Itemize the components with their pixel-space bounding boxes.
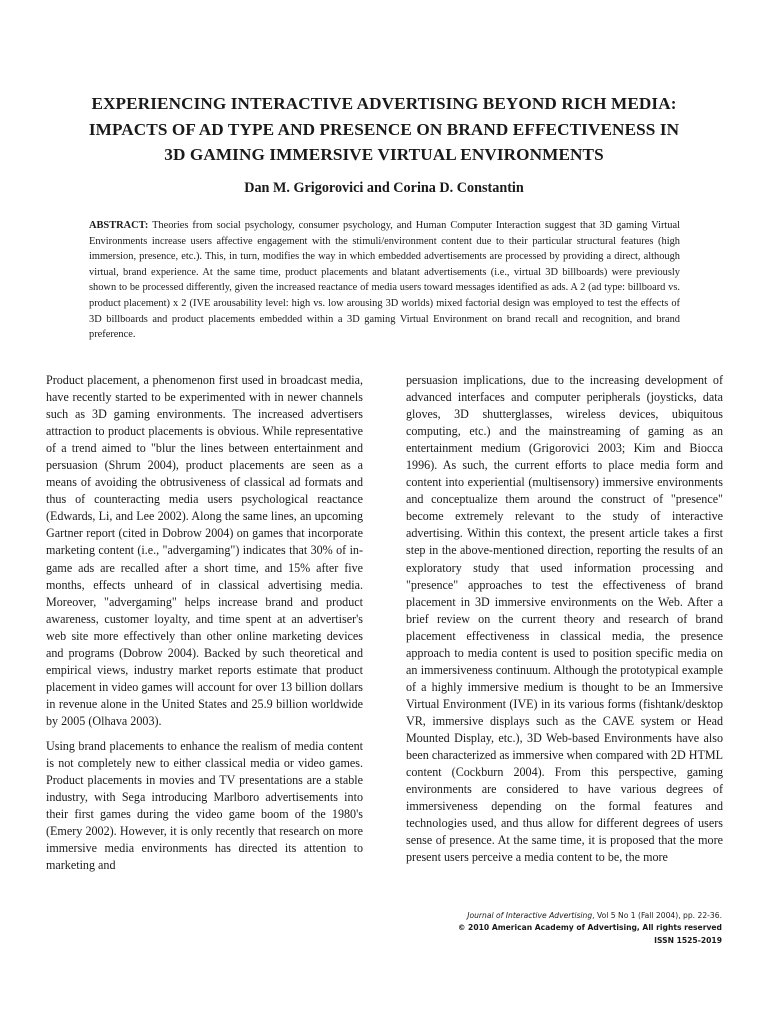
body-paragraph: Using brand placements to enhance the realism of media content is not completely new to either classical media or video games. Product placements in movies and TV presentations are a stable industry, with Sega introducing Marlboro advertisements into their first games during the video game boom of the 1980's (Emery 2002). However, it is only recently that research on more immersive media environments has directed its attention to marketing and bbox=[46, 738, 363, 873]
right-column bbox=[406, 372, 723, 874]
paper-title bbox=[60, 91, 708, 168]
abstract-label: ABSTRACT: bbox=[89, 220, 149, 231]
title-line-1: EXPERIENCING INTERACTIVE ADVERTISING BEYOND RICH MEDIA: bbox=[91, 94, 677, 113]
journal-footer bbox=[458, 910, 722, 947]
body-paragraph: Product placement, a phenomenon first used in broadcast media, have recently started to be experimented with in newer channels such as 3D gaming environments. The increased advertisers attraction to product placements is obvious. While representative of a trend aimed to "blur the lines between entertainment and persuasion (Shrum 2004), product placements are seen as a means of avoiding the obtrusiveness of classical ad formats and thus of counteracting media users psychological reactance (Edwards, Li, and Lee 2002). Along the same lines, an upcoming Gartner report (cited in Dobrow 2004) on games that incorporate marketing content (i.e., "advergaming") indicates that 30% of in-game ads are recalled after a short time, and 15% after five months, effects unheard of in classical advertising media. Moreover, "advergaming" helps increase brand and product awareness, customer loyalty, and time spent at an advertiser's web site more effectively than other online marketing devices and programs (Dobrow 2004). Backed by such theoretical and empirical views, industry market reports estimate that product placement in video games will account for over 13 billion dollars in revenue alone in the United States and 25.9 billion worldwide by 2005 (Olhava 2003). bbox=[46, 373, 363, 728]
journal-name: Journal of Interactive Advertising bbox=[467, 911, 593, 920]
title-line-3: 3D GAMING IMMERSIVE VIRTUAL ENVIRONMENTS bbox=[164, 145, 604, 164]
author-names: Dan M. Grigorovici and Corina D. Constantin bbox=[244, 180, 524, 196]
journal-citation: , Vol 5 No 1 (Fall 2004), pp. 22-36. bbox=[592, 911, 722, 920]
abstract-text: Theories from social psychology, consumer psychology, and Human Computer Interaction suggest that 3D gaming Virtual Environments increase users affective engagement with the stimuli/environment content due to their particular structural features (high immersion, presence, etc.). This, in turn, modifies the way in which embedded advertisements are processed by providing a direct, although virtual, brand experience. At the same time, product placements and blatant advertisements (i.e., virtual 3D billboards) were previously shown to be processed differently, given the increased reactance of media users toward messages identified as ads. A 2 (ad type: billboard vs. product placement) x 2 (IVE arousability level: high vs. low arousing 3D worlds) mixed factorial design was employed to test the effects of 3D billboards and product placements embedded within a 3D gaming Virtual Environment on brand recall and recognition, and brand preference. bbox=[89, 220, 680, 341]
body-paragraph: persuasion implications, due to the increasing development of advanced interfaces and computer peripherals (joysticks, data gloves, 3D shutterglasses, wireless devices, ubiquitous computing, etc.) and the mainstreaming of gaming as an entertainment medium (Grigorovici 2003; Kim and Biocca 1996). As such, the current efforts to place media form and content into experiential (multisensory) immersive environments and conceptualize them around the construct of "presence" become extremely relevant to the study of interactive advertising. Within this context, the present article takes a first step in the above-mentioned direction, reporting the results of an exploratory study that used information processing and "presence" approaches to test the effectiveness of brand placement in 3D immersive environments on the Web. After a brief review on the current theory and research of brand placement effectiveness in classical media, the presence approach to media content is used to position specific media on an immersiveness continuum. Although the prototypical example of a highly immersive medium is thought to be an Immersive Virtual Environment (IVE) in its various forms (fishtank/desktop VR, immersive displays such as the CAVE system or Head Mounted Display, etc.), 3D Web-based Environments have also been characterized as immersive when compared with 2D HTML content (Cockburn 2004). From this perspective, gaming environments are considered to have various degrees of immersiveness depending on the formal features and technologies used, and thus allow for different degrees of users sense of presence. At the same time, it is proposed that the more present users perceive a media content to be, the more bbox=[406, 373, 724, 865]
copyright-line: © 2010 American Academy of Advertising, All rights reserved bbox=[457, 923, 722, 933]
issn-line: ISSN 1525-2019 bbox=[654, 935, 722, 945]
left-column bbox=[46, 372, 363, 882]
abstract bbox=[89, 218, 680, 343]
title-line-2: IMPACTS OF AD TYPE AND PRESENCE ON BRAND EFFECTIVENESS IN bbox=[88, 119, 680, 139]
